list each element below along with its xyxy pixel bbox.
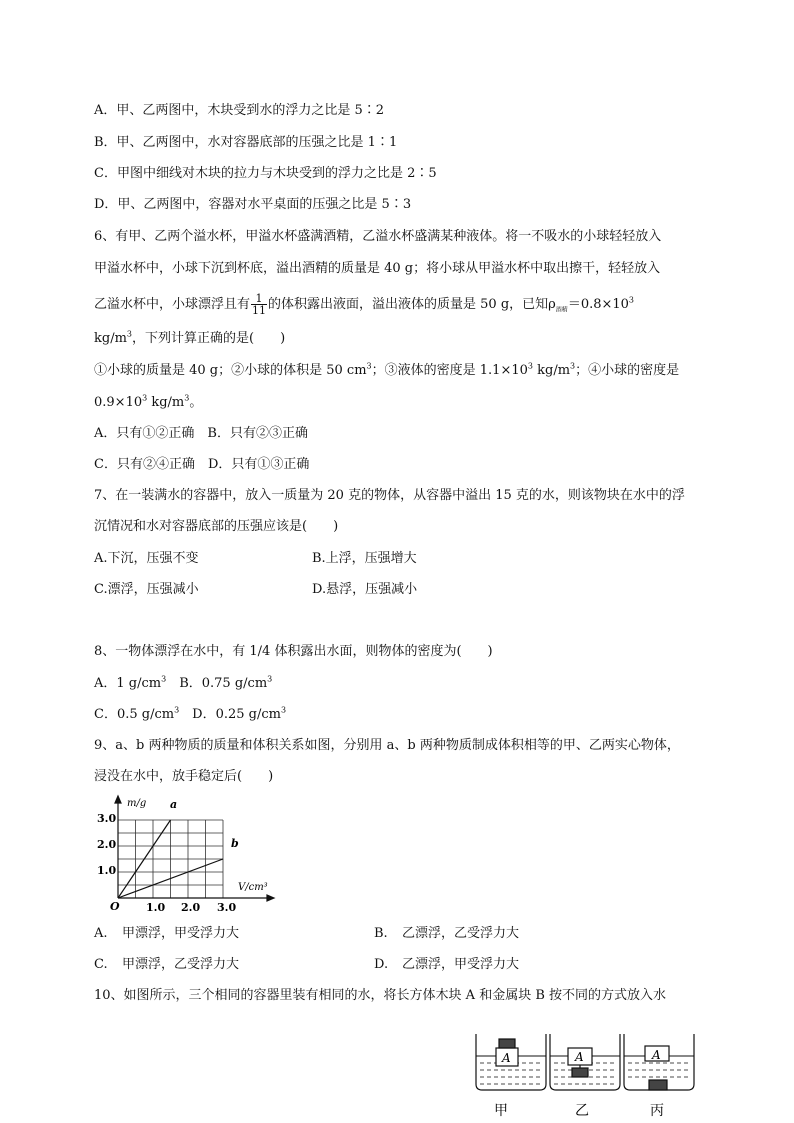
y-tick-label: 2.0 xyxy=(97,838,117,851)
line-a-label: a xyxy=(170,798,178,811)
exponent: 3 xyxy=(126,329,132,339)
q10-stem-line1: 10、如图所示，三个相同的容器里装有相同的水，将长方体木块 A 和金属块 B 按不同的方式放入水 xyxy=(94,988,667,1003)
q9-option-a-key: A. xyxy=(94,926,108,941)
q9-option-c: 甲漂浮，乙受浮力大 xyxy=(122,957,240,972)
text: ①小球的质量是 40 g；②小球的体积是 50 cm xyxy=(94,363,367,378)
beaker-yi xyxy=(550,1034,620,1090)
q7-option-b: B.上浮，压强增大 xyxy=(312,551,417,566)
exponent: 3 xyxy=(184,393,190,403)
beaker-caption-bing: 丙 xyxy=(650,1103,664,1119)
q7-option-d: D.悬浮，压强减小 xyxy=(312,582,418,597)
exponent: 3 xyxy=(142,393,148,403)
q6-line3-text-c: ＝0.8×10 xyxy=(567,297,629,312)
y-axis-label: m/g xyxy=(127,798,147,809)
rho-subscript: 酒精 xyxy=(555,306,568,314)
q9-stem-line2: 浸没在水中，放手稳定后( ) xyxy=(94,769,274,784)
text: D．0.25 g/cm xyxy=(179,707,281,722)
exponent: 3 xyxy=(161,674,167,684)
x-tick-label: 1.0 xyxy=(146,901,166,914)
q6-statements-line2 xyxy=(94,394,202,412)
q5-option-d: D．甲、乙两图中，容器对水平桌面的压强之比是 5∶3 xyxy=(94,197,412,212)
q7-option-c: C.漂浮，压强减小 xyxy=(94,582,199,597)
text: B．0.75 g/cm xyxy=(166,676,268,691)
q7-stem-line1: 7、在一装满水的容器中，放入一质量为 20 克的物体，从容器中溢出 15 克的水，则该物块在水中的浮 xyxy=(94,488,685,503)
q6-stem-line2: 甲溢水杯中，小球下沉到杯底，溢出酒精的质量是 40 g；将小球从甲溢水杯中取出擦干，轻轻放入 xyxy=(94,261,661,276)
fraction-denominator: 11 xyxy=(252,304,267,317)
x-axis-label: V/cm³ xyxy=(238,882,268,893)
text: 。 xyxy=(189,395,203,410)
fraction xyxy=(251,293,267,316)
beaker-bing xyxy=(624,1034,694,1090)
text: A．1 g/cm xyxy=(94,676,162,691)
block-a-label: A xyxy=(652,1048,661,1062)
q9-option-d: 乙漂浮，甲受浮力大 xyxy=(402,957,520,972)
q9-option-c-key: C. xyxy=(94,957,108,972)
q8-options-cd xyxy=(94,706,286,724)
q7-option-a: A.下沉，压强不变 xyxy=(94,551,199,566)
text: kg/m xyxy=(532,363,571,378)
block-a-label: A xyxy=(502,1051,511,1065)
q6-statements-line1 xyxy=(94,362,679,380)
q5-option-a: A．甲、乙两图中，木块受到水的浮力之比是 5∶2 xyxy=(94,103,385,118)
y-axis-arrow xyxy=(115,796,121,803)
text: ；④小球的密度是 xyxy=(575,363,680,378)
q8-stem: 8、一物体漂浮在水中，有 1/4 体积露出水面，则物体的密度为( ) xyxy=(94,644,493,659)
q9-option-b-key: B. xyxy=(374,926,388,941)
q6-stem-line4 xyxy=(94,330,285,348)
exponent: 3 xyxy=(628,295,635,305)
fraction-numerator: 1 xyxy=(251,293,267,305)
q9-option-d-key: D. xyxy=(374,957,389,972)
block-a-label: A xyxy=(575,1050,584,1064)
q5-option-b: B．甲、乙两图中，水对容器底部的压强之比是 1∶1 xyxy=(94,135,398,150)
q6-stem-line1: 6、有甲、乙两个溢水杯，甲溢水杯盛满酒精，乙溢水杯盛满某种液体。将一不吸水的小球轻轻放入 xyxy=(94,229,662,244)
beaker-caption-yi: 乙 xyxy=(575,1103,589,1119)
graph-grid xyxy=(118,820,223,898)
q9-option-b: 乙漂浮，乙受浮力大 xyxy=(402,926,520,941)
q9-stem-line1: 9、a、b 两种物质的质量和体积关系如图，分别用 a、b 两种物质制成体积相等的甲、乙两实心物体， xyxy=(94,738,680,753)
exponent: 3 xyxy=(267,674,273,684)
origin-label: O xyxy=(110,900,120,913)
exponent: 3 xyxy=(280,705,287,715)
text: ，下列计算正确的是( ) xyxy=(132,331,286,346)
text: kg/m xyxy=(147,395,185,410)
x-tick-label: 3.0 xyxy=(217,901,237,914)
q6-stem-line3 xyxy=(94,292,634,324)
text: C．0.5 g/cm xyxy=(94,707,175,722)
q6-line3-text-b: 的体积露出液面，溢出液体的质量是 50 g，已知ρ xyxy=(268,297,556,312)
three-beakers-figure xyxy=(470,1030,700,1123)
q6-line3-text-a: 乙溢水杯中，小球漂浮且有 xyxy=(94,297,251,312)
mass-volume-graph xyxy=(94,794,284,914)
text: ；③液体的密度是 1.1×10 xyxy=(371,363,528,378)
q6-options-cd: C．只有②④正确 D．只有①③正确 xyxy=(94,457,310,472)
q9-option-a: 甲漂浮，甲受浮力大 xyxy=(122,926,240,941)
beaker-caption-jia: 甲 xyxy=(494,1103,508,1119)
exponent: 3 xyxy=(570,361,576,371)
exponent: 3 xyxy=(366,361,372,371)
y-tick-label: 3.0 xyxy=(97,812,117,825)
q8-options-ab xyxy=(94,675,272,693)
exponent: 3 xyxy=(527,361,533,371)
line-b-label: b xyxy=(231,837,239,850)
x-axis-arrow xyxy=(267,895,274,901)
q7-stem-line2: 沉情况和水对容器底部的压强应该是( ) xyxy=(94,519,339,534)
text: kg/m xyxy=(94,331,127,346)
exponent: 3 xyxy=(174,705,180,715)
q6-options-ab: A．只有①②正确 B．只有②③正确 xyxy=(94,426,308,441)
beaker-jia xyxy=(476,1034,546,1090)
q5-option-c: C．甲图中细线对木块的拉力与木块受到的浮力之比是 2∶5 xyxy=(94,166,437,181)
x-tick-label: 2.0 xyxy=(181,901,201,914)
text: 0.9×10 xyxy=(94,395,143,410)
y-tick-label: 1.0 xyxy=(97,864,117,877)
